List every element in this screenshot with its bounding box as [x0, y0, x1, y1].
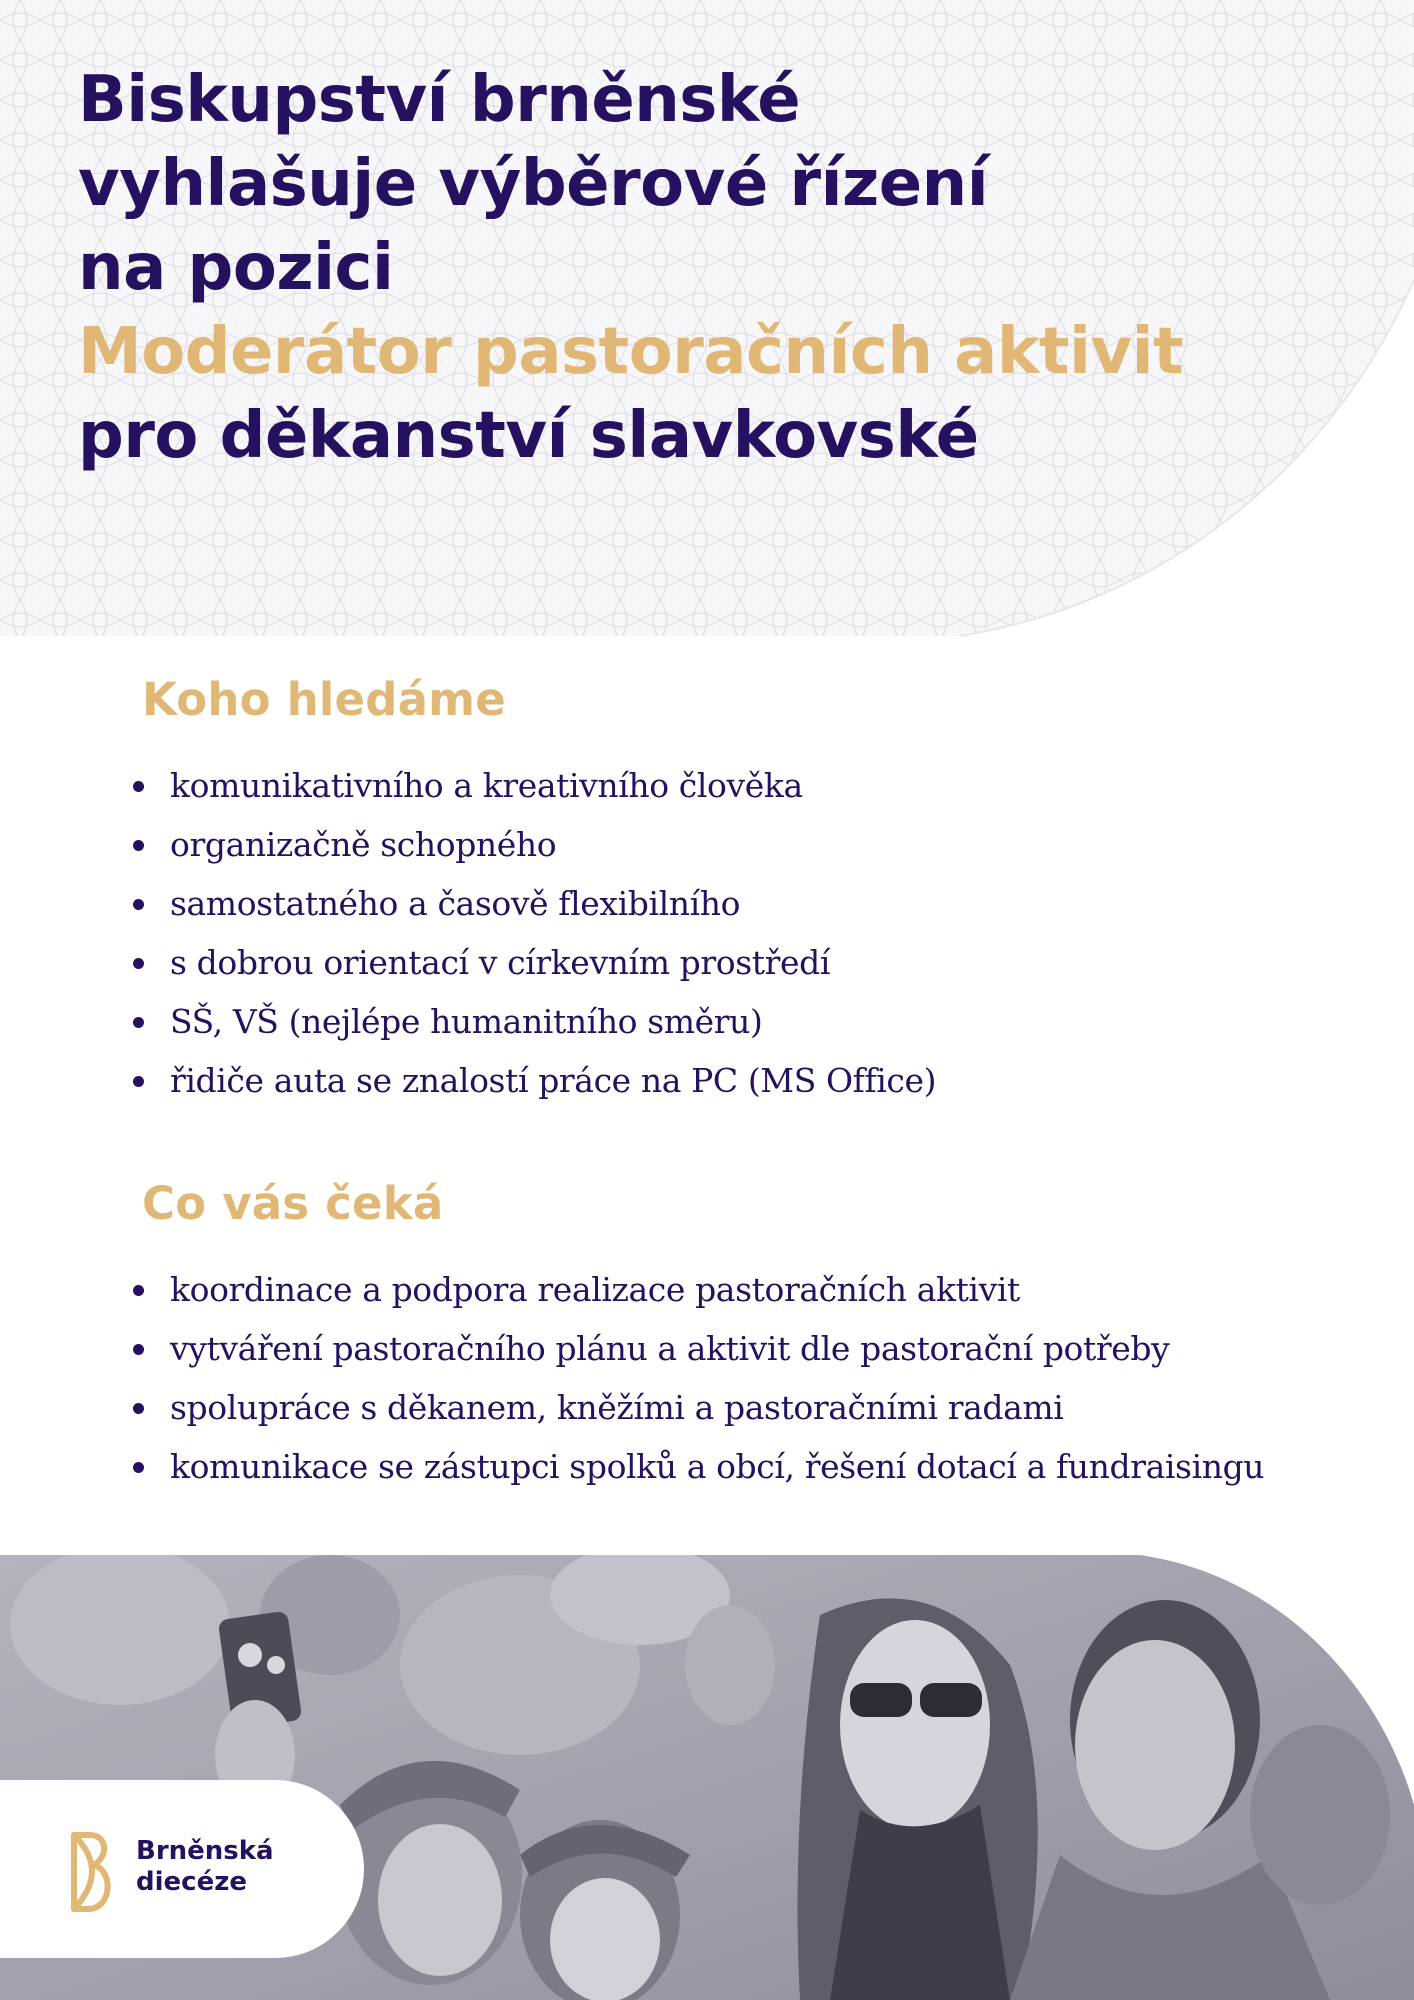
page-headline: [78, 58, 1378, 478]
list-item-text: samostatného a časově flexibilního: [170, 884, 741, 923]
headline-line-5: pro děkanství slavkovské: [78, 399, 979, 473]
list-item-text: spolupráce s děkanem, kněžími a pastoračními radami: [170, 1388, 1064, 1427]
list-item-text: komunikace se zástupci spolků a obcí, řešení dotací a fundraisingu: [170, 1447, 1265, 1486]
logo-line-1: Brněnská: [136, 1836, 274, 1866]
list-item: [133, 1437, 1264, 1496]
list-item-text: komunikativního a kreativního člověka: [170, 766, 803, 805]
bullet-icon: [133, 1462, 144, 1473]
list-item: [133, 874, 936, 933]
bullet-icon: [133, 1344, 144, 1355]
bullet-icon: [133, 1017, 144, 1028]
list-item-text: SŠ, VŠ (nejlépe humanitního směru): [170, 1002, 763, 1041]
list-item: [133, 992, 936, 1051]
list-item: [133, 1051, 936, 1110]
bullet-icon: [133, 1076, 144, 1087]
bullet-icon: [133, 899, 144, 910]
list-item: [133, 1260, 1264, 1319]
list-item-text: s dobrou orientací v církevním prostředí: [170, 943, 831, 982]
headline-line-1: Biskupství brněnské: [78, 63, 801, 137]
list-item: [133, 815, 936, 874]
list-item: [133, 1378, 1264, 1437]
list-item-text: řidiče auta se znalostí práce na PC (MS Office): [170, 1061, 937, 1100]
bullet-icon: [133, 781, 144, 792]
diocese-logo-text: [136, 1836, 274, 1898]
bullet-icon: [133, 1403, 144, 1414]
headline-line-2: vyhlašuje výběrové řízení: [78, 147, 989, 221]
logo-line-2: diecéze: [136, 1867, 247, 1897]
section-title-who: Koho hledáme: [142, 673, 506, 726]
bullet-icon: [133, 958, 144, 969]
duties-list: [133, 1260, 1264, 1496]
list-item: [133, 933, 936, 992]
list-item-text: organizačně schopného: [170, 825, 557, 864]
list-item: [133, 1319, 1264, 1378]
list-item-text: koordinace a podpora realizace pastoračních aktivit: [170, 1270, 1020, 1309]
requirements-list: [133, 756, 936, 1110]
bullet-icon: [133, 1285, 144, 1296]
b-monogram-icon: [68, 1831, 116, 1913]
position-title: Moderátor pastoračních aktivit: [78, 315, 1184, 389]
section-title-what: Co vás čeká: [142, 1177, 444, 1230]
list-item-text: vytváření pastoračního plánu a aktivit dle pastorační potřeby: [170, 1329, 1170, 1368]
bullet-icon: [133, 840, 144, 851]
headline-line-3: na pozici: [78, 231, 394, 305]
list-item: [133, 756, 936, 815]
